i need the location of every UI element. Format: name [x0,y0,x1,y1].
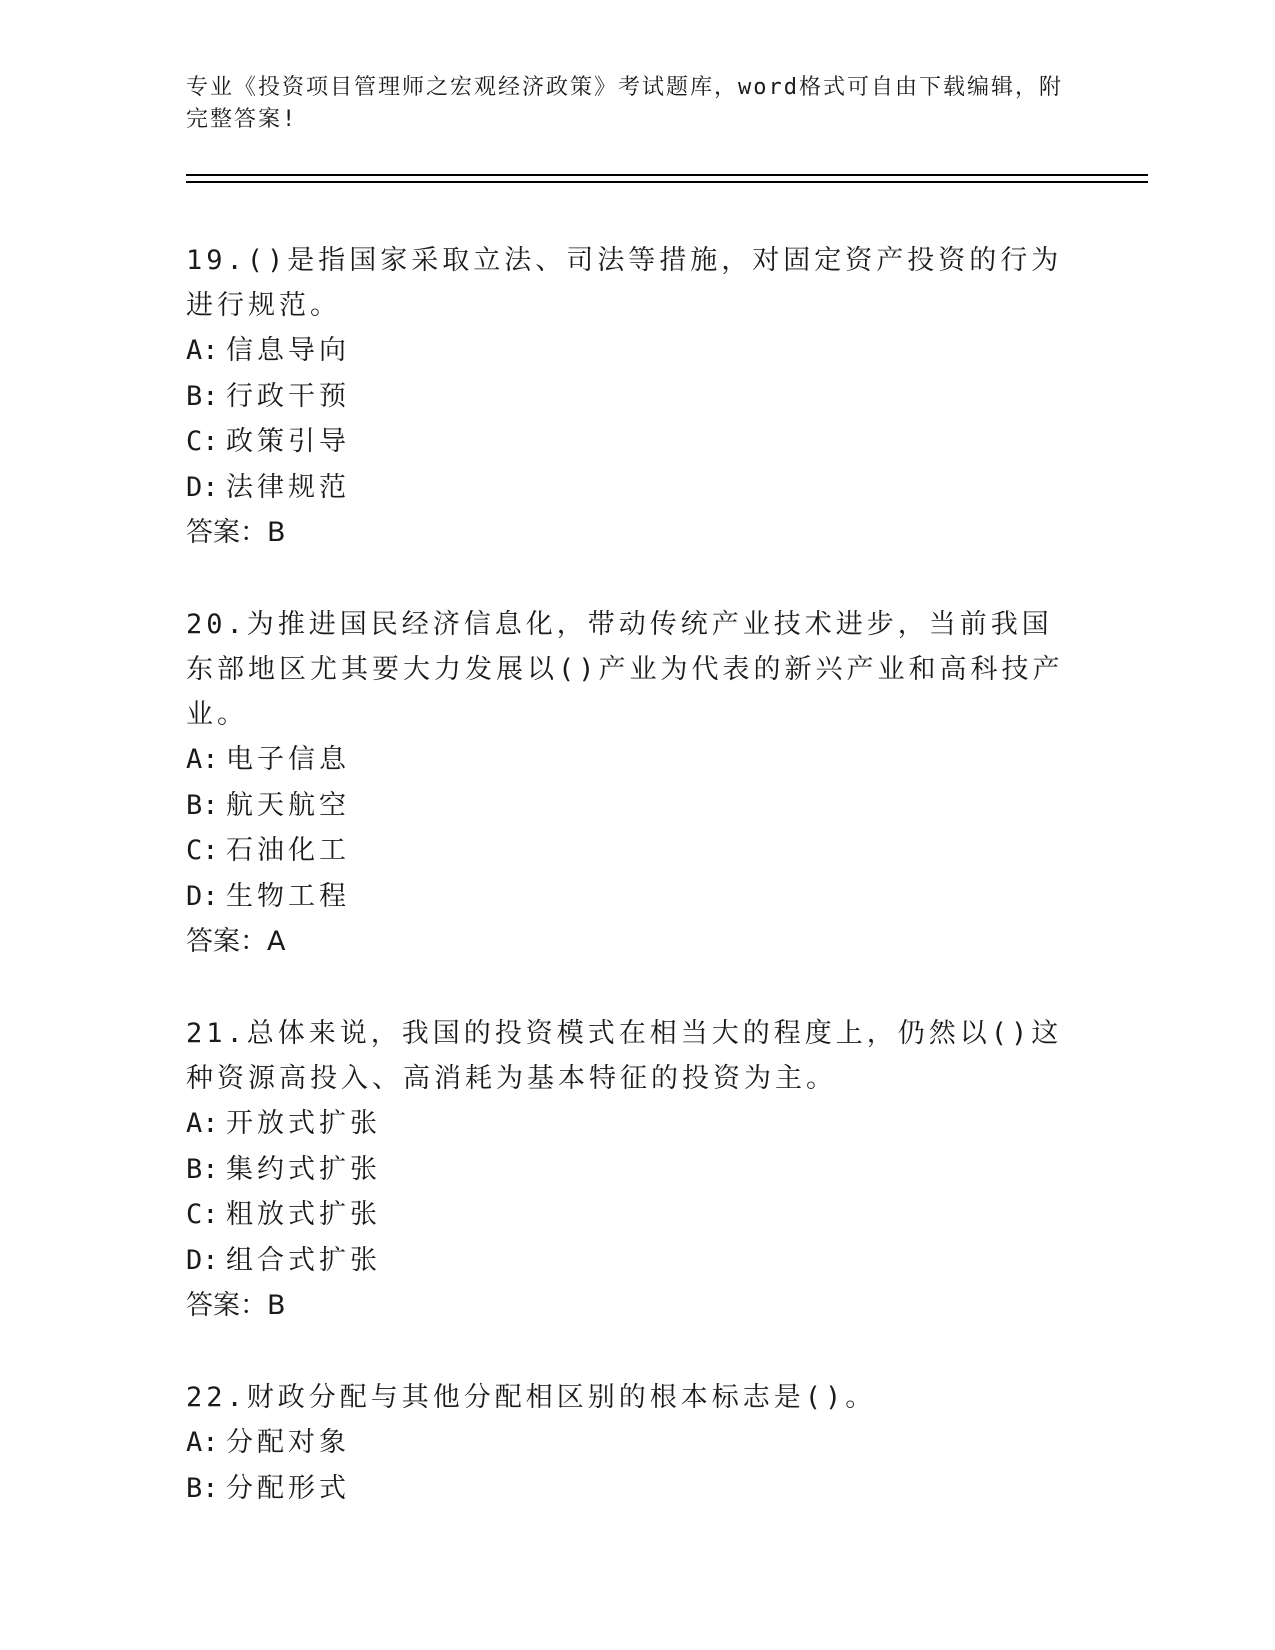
option-letter: C: [186,1199,219,1230]
option-letter: D: [186,1244,219,1276]
option-d [186,465,1076,511]
option-b [186,783,1076,829]
option-text: 信息导向 [226,335,350,366]
question-stem: 22.财政分配与其他分配相区别的根本标志是()。 [186,1382,877,1413]
option-d [186,874,1076,920]
option-letter: D: [186,471,219,503]
option-d [186,1238,1076,1284]
option-text: 政策引导 [226,426,350,457]
option-letter: B: [186,789,219,821]
option-text: 生物工程 [226,880,350,912]
question-stem: 20.为推进国民经济信息化，带动传统产业技术进步，当前我国东部地区尤其要大力发展以()产业为代表的新兴产业和高科技产业。 [186,609,1064,730]
question-stem: 21.总体来说，我国的投资模式在相当大的程度上，仍然以()这种资源高投入、高消耗为基本特征的投资为主。 [186,1018,1063,1094]
question-list [186,238,1076,1557]
option-letter: C: [186,426,219,457]
option-text: 粗放式扩张 [226,1199,381,1230]
option-letter: A: [186,744,219,775]
question-22 [186,1375,1076,1511]
option-text: 石油化工 [226,835,350,866]
option-b [186,374,1076,420]
answer-line: 答案：A [186,926,286,957]
option-text: 行政干预 [226,380,350,412]
answer-line: 答案：B [186,1290,286,1321]
option-letter: A: [186,1108,219,1139]
document-header: 专业《投资项目管理师之宏观经济政策》考试题库，word格式可自由下载编辑，附完整答案! [186,75,1063,132]
option-letter: B: [186,1472,219,1504]
option-text: 分配对象 [226,1427,350,1458]
option-b [186,1147,1076,1193]
question-21 [186,1011,1076,1329]
option-text: 集约式扩张 [226,1153,381,1185]
option-a [186,737,1076,783]
header-divider-bottom [186,181,1148,183]
option-text: 分配形式 [226,1472,350,1504]
option-a [186,1101,1076,1147]
option-letter: A: [186,1427,219,1458]
option-c [186,1192,1076,1238]
option-letter: D: [186,880,219,912]
option-text: 电子信息 [226,744,350,775]
question-stem: 19.()是指国家采取立法、司法等措施，对固定资产投资的行为进行规范。 [186,245,1063,321]
option-a [186,1420,1076,1466]
option-letter: B: [186,1153,219,1185]
answer-line: 答案：B [186,517,286,548]
option-c [186,828,1076,874]
option-letter: C: [186,835,219,866]
option-letter: A: [186,335,219,366]
option-a [186,328,1076,374]
option-letter: B: [186,380,219,412]
option-b [186,1466,1076,1512]
question-19 [186,238,1076,556]
option-text: 组合式扩张 [226,1244,381,1276]
option-text: 开放式扩张 [226,1108,381,1139]
question-20 [186,602,1076,965]
option-text: 航天航空 [226,789,350,821]
header-divider-top [186,174,1148,176]
option-c [186,419,1076,465]
option-text: 法律规范 [226,471,350,503]
